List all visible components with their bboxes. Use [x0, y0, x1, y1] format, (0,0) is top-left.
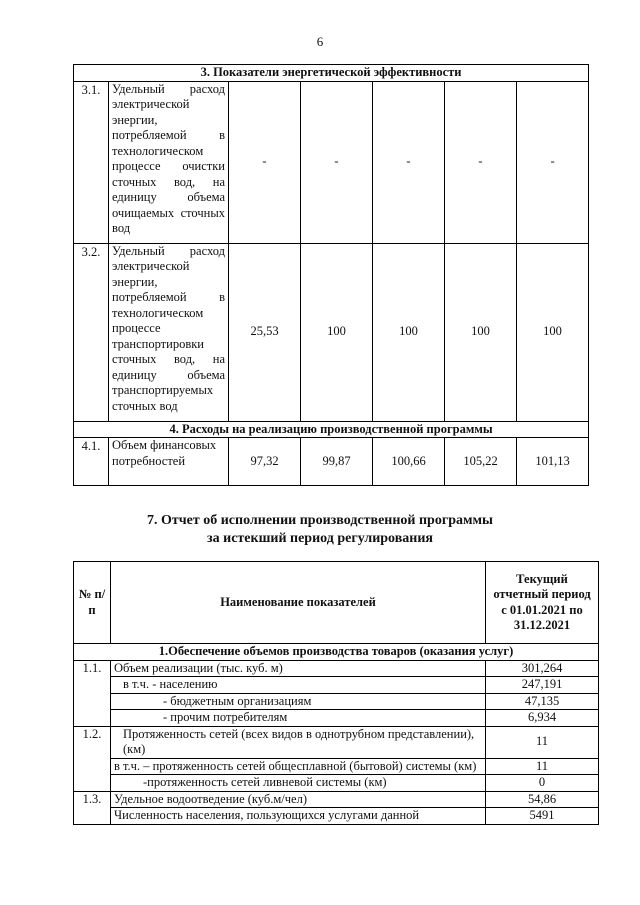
value-cell: -	[445, 81, 517, 243]
value-cell: 100,66	[373, 438, 445, 486]
indicator-name: -протяженность сетей ливневой системы (км)	[111, 775, 486, 792]
table-row	[74, 775, 599, 792]
value-cell: 100	[445, 243, 517, 421]
section-1-title: 1.Обеспечение объемов производства товаров (оказания услуг)	[74, 644, 599, 661]
value-cell: 99,87	[301, 438, 373, 486]
table-row	[74, 791, 599, 808]
value-cell: 100	[301, 243, 373, 421]
row-number: 1.3.	[74, 791, 111, 824]
value-cell: 0	[486, 775, 599, 792]
table-row	[74, 81, 589, 243]
indicator-name: Протяженность сетей (всех видов в однотрубном представлении), (км)	[111, 726, 486, 758]
value-cell: 97,32	[229, 438, 301, 486]
indicator-name: Объем реализации (тыс. куб. м)	[111, 660, 486, 677]
indicator-name: Объем финансовых потребностей	[109, 438, 229, 486]
header-period: Текущий отчетный период с 01.01.2021 по 31.12.2021	[486, 562, 599, 644]
row-number: 3.1.	[74, 81, 109, 243]
section-3-title: 3. Показатели энергетической эффективности	[74, 65, 589, 82]
value-cell: 5491	[486, 808, 599, 825]
section-1-row	[74, 644, 599, 661]
section-3-row	[74, 65, 589, 82]
indicator-name: - прочим потребителям	[111, 710, 486, 727]
value-cell: 6,934	[486, 710, 599, 727]
value-cell: -	[229, 81, 301, 243]
section-7-title-line2: за истекший период регулирования	[207, 531, 433, 546]
value-cell: -	[517, 81, 589, 243]
table-row	[74, 660, 599, 677]
value-cell: 100	[373, 243, 445, 421]
table-row	[74, 243, 589, 421]
page-number: 6	[316, 34, 324, 49]
table-row	[74, 677, 599, 694]
value-cell: 11	[486, 758, 599, 775]
row-number: 1.1.	[74, 660, 111, 726]
energy-efficiency-table	[73, 64, 589, 486]
section-7-title	[0, 512, 640, 548]
value-cell: 54,86	[486, 791, 599, 808]
section-4-title: 4. Расходы на реализацию производственной программы	[74, 421, 589, 438]
table-row	[74, 710, 599, 727]
indicator-name: в т.ч. – протяженность сетей общесплавной (бытовой) системы (км)	[111, 758, 486, 775]
header-row	[74, 562, 599, 644]
row-number: 3.2.	[74, 243, 109, 421]
value-cell: 25,53	[229, 243, 301, 421]
indicator-name: в т.ч. - населению	[111, 677, 486, 694]
section-7-title-line1: 7. Отчет об исполнении производственной программы	[146, 513, 493, 528]
value-cell: 105,22	[445, 438, 517, 486]
indicator-name: Удельный расход электрической энергии, потребляемой в технологическом процессе транспортировки сточных вод, на единицу объема транспортируемых сточных вод	[109, 243, 229, 421]
header-number: № п/п	[74, 562, 111, 644]
indicator-name: Численность населения, пользующихся услугами данной	[111, 808, 486, 825]
indicator-name: - бюджетным организациям	[111, 693, 486, 710]
value-cell: 101,13	[517, 438, 589, 486]
row-number: 1.2.	[74, 726, 111, 791]
section-4-row	[74, 421, 589, 438]
table-row	[74, 758, 599, 775]
indicator-name: Удельный расход электрической энергии, потребляемой в технологическом процессе очистки сточных вод, на единицу объема очищаемых сточных вод	[109, 81, 229, 243]
value-cell: 47,135	[486, 693, 599, 710]
value-cell: 247,191	[486, 677, 599, 694]
value-cell: 301,264	[486, 660, 599, 677]
table-row	[74, 726, 599, 758]
value-cell: 11	[486, 726, 599, 758]
value-cell: 100	[517, 243, 589, 421]
value-cell: -	[301, 81, 373, 243]
value-cell: -	[373, 81, 445, 243]
table-row	[74, 693, 599, 710]
table-row	[74, 808, 599, 825]
table-row	[74, 438, 589, 486]
row-number: 4.1.	[74, 438, 109, 486]
program-report-table	[73, 561, 599, 825]
header-name: Наименование показателей	[111, 562, 486, 644]
indicator-name: Удельное водоотведение (куб.м/чел)	[111, 791, 486, 808]
